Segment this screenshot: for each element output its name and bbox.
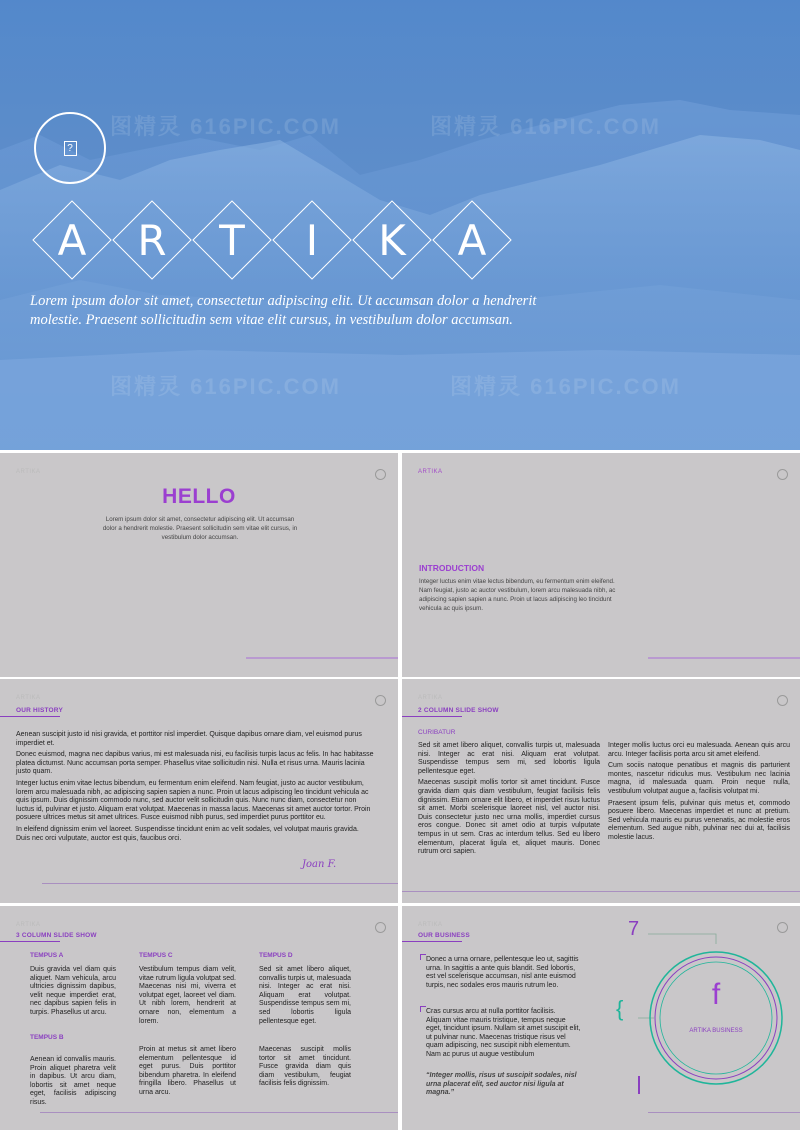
business-paragraph: Donec a urna ornare, pellentesque leo ut, sagittis urna. In sagittis a ante quis blandit. Sed lobortis, est vel scelerisque accumsan, nisl ante euismod turpis, nec sodales eros mauris rutrum leo. — [426, 956, 579, 989]
slide-tag: ARTIKA — [16, 469, 41, 475]
history-paragraph: Aenean suscipit justo id nisi gravida, et porttitor nisl imperdiet. Quisque dapibus ornare diam, vel euismod purus imperdiet et. — [16, 731, 362, 747]
business-paragraph: Cras cursus arcu at nulla porttitor facilisis. Aliquam vitae mauris tristique, tempus neque eget, tincidunt ipsum. Nullam sit amet suscipit elit, ut pulvinar nunc. Maecenas tristique risus vel quam adipiscing, nec suscipit nibh elementum. Nam ac purus ut augue vestibulum — [426, 1008, 581, 1058]
number-seven: 7 — [628, 918, 640, 940]
slide-introduction — [402, 453, 800, 677]
title-underline — [0, 941, 60, 942]
circle-icon — [375, 922, 386, 933]
slide-tag: ARTIKA — [418, 922, 443, 928]
slide-history — [0, 679, 398, 903]
column-title: TEMPUS C — [139, 952, 173, 959]
tagline-line: Lorem ipsum dolor sit amet, consectetur adipiscing elit. Ut accumsan dolor a hendrerit — [30, 293, 537, 309]
column-text: Aenean id convallis mauris. Proin aliquet pharetra velit in dapibus. Ut arcu diam, lobortis sit amet neque eget, facilisis adipiscing risus. — [30, 1056, 116, 1106]
accent-line — [42, 883, 398, 884]
column-paragraph: Maecenas suscipit mollis tortor sit amet tincidunt. Fusce gravida diam quis diam vestibulum, feugiat facilisis felis dignissim. Etiam ornare elit libero, et imperdiet risus luctus sit amet. Morbi scelerisque laoreet nisl, vel auctor nisi. Duis consectetur justo nec urna mollis, imperdiet cursus eros congue. Donec sit amet odio at turpis vulputate tempus in ut sem. Cras ac interdum tellus. Sed eu libero elementum, placerat ligula et, aliquet mauris. Donec rutrum orci sapien. — [418, 779, 600, 856]
business-quote: “Integer mollis, risus ut suscipit sodales, nisl urna placerat elit, sed auctor nisi ligula at magna.” — [426, 1072, 577, 1097]
intro-title: INTRODUCTION — [419, 563, 485, 573]
signature: Joan F. — [302, 859, 337, 870]
title-underline — [0, 716, 60, 717]
logo-glyph: ? — [64, 141, 77, 156]
logo-circle — [34, 112, 106, 184]
section-title: OUR BUSINESS — [418, 932, 470, 939]
logo-letter: A — [57, 215, 87, 265]
tagline-line: molestie. Praesent sollicitudin sem vitae elit cursus, in vestibulum dolor accumsan. — [30, 312, 513, 328]
logo-letter: I — [305, 215, 319, 265]
column-text: Maecenas suscipit mollis tortor sit amet tincidunt. Fusce gravida diam quis diam vestibulum, feugiat facilisis felis dignissim. — [259, 1046, 351, 1088]
column-paragraph: Integer mollis luctus orci eu malesuada. Aenean quis arcu arcu. Integer facilisis porta arcu sit amet eleifend. — [608, 742, 790, 758]
right-column — [608, 742, 790, 846]
column-text: Sed sit amet libero aliquet, convallis turpis ut, malesuada nisi. Integer ac erat nisi. Aliquam erat volutpat. Suspendisse tempus sem mi, sed lobortis ligula pellentesque eget. — [259, 966, 351, 1025]
accent-line — [402, 891, 800, 892]
section-title: OUR HISTORY — [16, 707, 63, 714]
brace-icon: { — [616, 996, 624, 1021]
section-title: 3 COLUMN SLIDE SHOW — [16, 932, 97, 939]
slide-tag: ARTIKA — [418, 469, 443, 475]
slide-hello — [0, 453, 398, 677]
accent-line — [40, 1112, 398, 1113]
hello-title: HELLO — [162, 485, 236, 508]
column-text: Duis gravida vel diam quis aliquet. Nam vehicula, arcu ultricies dignissim dapibus, velit neque imperdiet erat, nec dapibus sapien felis in turpis. Phasellus ut arcu. — [30, 966, 116, 1016]
history-paragraph: Donec euismod, magna nec dapibus varius, mi est malesuada nisi, eu facilisis turpis lacus ac felis. In hac habitasse platea dictumst. Nunc accumsan porta semper. Phasellus vitae sollicitudin nisi. Nulla et risus urna. Mauris lacinia justo quam. — [16, 751, 374, 776]
letter-diamond — [32, 200, 112, 280]
logo-letter: T — [219, 215, 245, 265]
column-text: Proin at metus sit amet libero elementum pellentesque id eget purus. Duis porttitor bibendum pharetra. In eleifend fringilla libero. Phasellus ut urna arcu. — [139, 1046, 236, 1096]
letter-diamond — [432, 200, 512, 280]
emblem-brand: ARTIKA BUSINESS — [689, 1028, 743, 1034]
history-paragraph: Integer luctus enim vitae lectus bibendum, eu fermentum enim eleifend. Nam feugiat, justo ac auctor vestibulum, lorem arcu malesuada nibh, ac adipiscing sapien sapien a nunc. Proin ut lacus adipiscing leo tincidunt vehicula ac quis ipsum. Duis dignissim commodo nunc, sed auctor velit sollicitudin quis. Nunc nunc diam, consectetur non luctus id, pulvinar et justo. Aliquam erat volutpat. Maecenas in massa lacus. Maecenas sit amet auctor tortor. Proin posuere ultrices metus sit amet ultrices. Fusce euismod nibh purus, sed imperdiet purus porttitor eu. — [16, 779, 371, 822]
accent-line — [246, 657, 398, 659]
accent-line — [648, 1112, 800, 1113]
column-paragraph: Sed sit amet libero aliquet, convallis turpis ut, malesuada nisi. Integer ac erat nisi. Aliquam erat volutpat. Suspendisse tempus sem mi, sed lobortis ligula pellentesque eget. — [418, 742, 600, 775]
title-underline — [402, 716, 462, 717]
slide-two-column — [402, 679, 800, 903]
letter-diamond — [112, 200, 192, 280]
hero-tagline — [30, 292, 590, 330]
title-underline — [402, 941, 462, 942]
slide-tag: ARTIKA — [418, 695, 443, 701]
business-emblem — [630, 926, 800, 1106]
emblem-letter: f — [711, 978, 721, 1011]
history-paragraph: In eleifend dignissim enim vel laoreet. Suspendisse tincidunt enim ac velit sodales, vel volutpat mauris gravida. Duis nec orci vulputate, auctor est quis, faucibus orci. — [16, 825, 359, 842]
column-text: Vestibulum tempus diam velit, vitae rutrum ligula volutpat sed. Maecenas nisi mi, viverra et volutpat eget, laoreet vel diam. Ut nibh lorem, hendrerit at ornare non, elementum a lorem. — [139, 966, 236, 1025]
logo-letter: R — [137, 215, 167, 265]
letter-diamond — [352, 200, 432, 280]
column-paragraph: Cum sociis natoque penatibus et magnis dis parturient montes, nascetur ridiculus mus. Vestibulum nec lacinia magna, id malesuada quam. Proin neque nulla, vestibulum volutpat augue a, facilisis volutpat mi. — [608, 762, 790, 795]
column-title: TEMPUS A — [30, 952, 64, 959]
letter-diamond — [272, 200, 352, 280]
slide-tag: ARTIKA — [16, 922, 41, 928]
slide-business — [402, 906, 800, 1130]
history-body — [16, 731, 374, 846]
section-title: 2 COLUMN SLIDE SHOW — [418, 707, 499, 714]
logo-letter: K — [378, 215, 406, 265]
slide-three-column — [0, 906, 398, 1130]
watermark: 图精灵 616PIC.COM — [110, 114, 341, 139]
intro-text: Integer luctus enim vitae lectus bibendum, eu fermentum enim eleifend. Nam feugiat, justo ac auctor vestibulum, lorem arcu malesuada nibh, ac adipiscing sapien sapien a nunc. Proin ut lacus adipiscing leo tincidunt vehicula ac quis ipsum. — [419, 578, 616, 612]
hero-banner — [0, 0, 800, 450]
column-title: TEMPUS B — [30, 1034, 64, 1041]
circle-icon — [777, 695, 788, 706]
column-title: TEMPUS D — [259, 952, 293, 959]
slide-tag: ARTIKA — [16, 695, 41, 701]
left-column — [418, 742, 600, 860]
logo-letter: A — [457, 215, 487, 265]
letter-diamond — [192, 200, 272, 280]
column-paragraph: Praesent ipsum felis, pulvinar quis metus et, commodo posuere libero. Maecenas imperdiet et nunc at pretium. Sed vehicula mauris eu purus venenatis, ac molestie eros elementum. Sed augue nibh, pulvinar nec dui at, facilisis molestie lacus. — [608, 799, 790, 841]
column-subtitle: CURIBATUR — [418, 729, 456, 736]
circle-icon — [375, 469, 386, 480]
accent-line — [648, 657, 800, 659]
circle-icon — [777, 469, 788, 480]
hello-text: Lorem ipsum dolor sit amet, consectetur adipiscing elit. Ut accumsan dolor a hendrerit molestie. Praesent sollicitudin sem vitae elit cursus, in vestibulum dolor accumsan. — [102, 516, 298, 541]
circle-icon — [375, 695, 386, 706]
